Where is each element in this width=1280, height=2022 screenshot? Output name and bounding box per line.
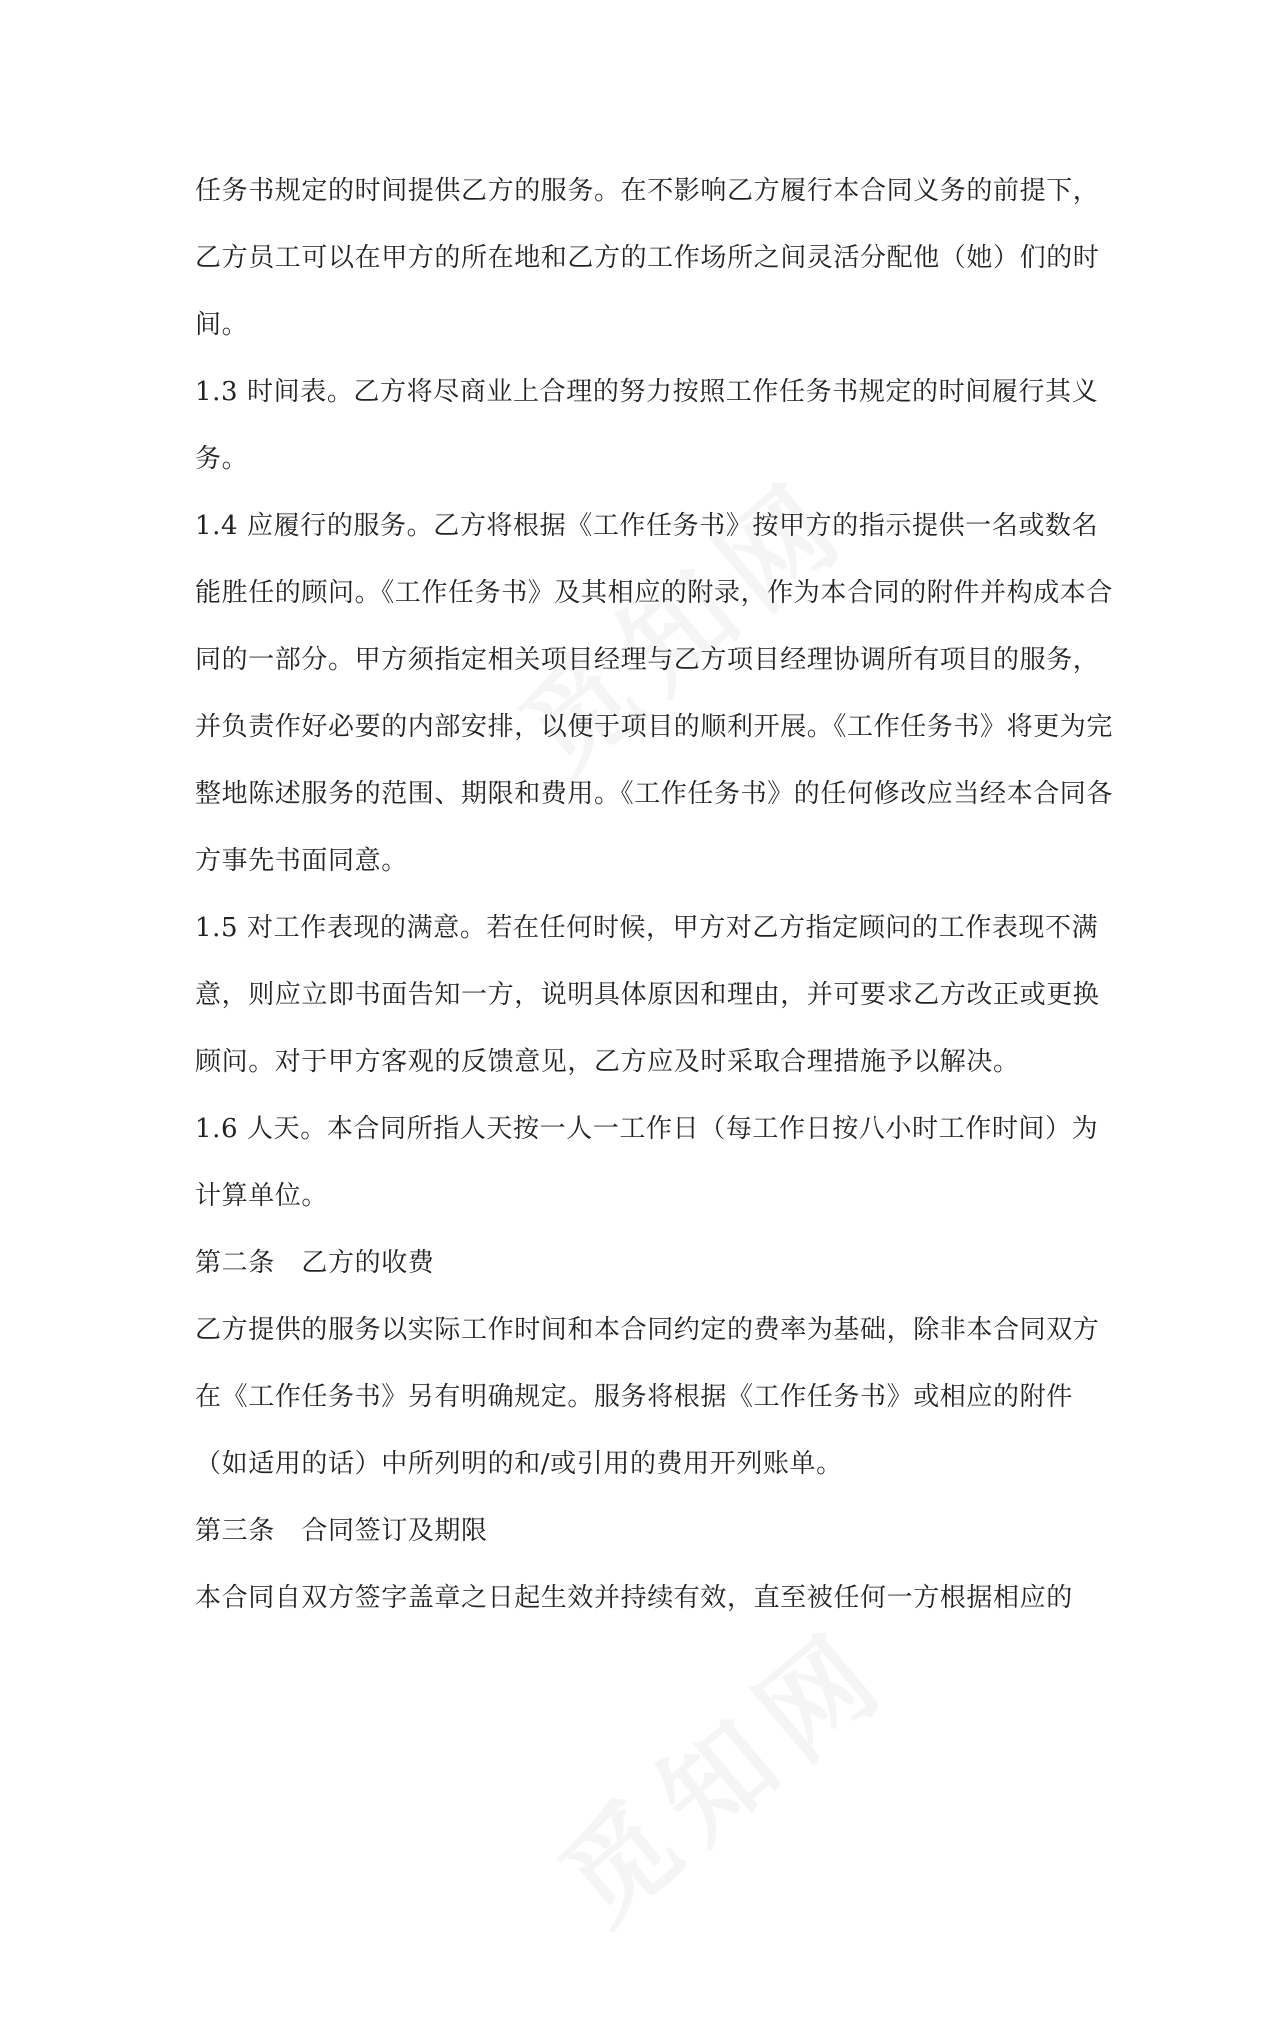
article-3-heading: 第三条 合同签订及期限: [195, 1516, 488, 1546]
body-line: 方事先书面同意。: [195, 846, 408, 876]
body-line: 能胜任的顾问。《工作任务书》及其相应的附录，作为本合同的附件并构成本合: [195, 578, 1114, 608]
body-line: 间。: [195, 310, 249, 340]
article-2-heading: 第二条 乙方的收费: [195, 1248, 435, 1278]
body-line: 乙方提供的服务以实际工作时间和本合同约定的费率为基础，除非本合同双方: [195, 1315, 1100, 1345]
body-line: 同的一部分。甲方须指定相关项目经理与乙方项目经理协调所有项目的服务，: [195, 645, 1100, 675]
body-line: （如适用的话）中所列明的和/或引用的费用开列账单。: [195, 1449, 843, 1479]
body-line: 整地陈述服务的范围、期限和费用。《工作任务书》的任何修改应当经本合同各: [195, 779, 1114, 809]
clause-1-4-line: 1.4 应履行的服务。乙方将根据《工作任务书》按甲方的指示提供一名或数名: [195, 511, 1099, 541]
body-line: 顾问。对于甲方客观的反馈意见，乙方应及时采取合理措施予以解决。: [195, 1047, 1020, 1077]
body-line: 乙方员工可以在甲方的所在地和乙方的工作场所之间灵活分配他（她）们的时: [195, 243, 1100, 273]
body-line: 本合同自双方签字盖章之日起生效并持续有效，直至被任何一方根据相应的: [195, 1583, 1073, 1613]
body-line: 意，则应立即书面告知一方，说明具体原因和理由，并可要求乙方改正或更换: [195, 980, 1100, 1010]
clause-1-3-line: 1.3 时间表。乙方将尽商业上合理的努力按照工作任务书规定的时间履行其义: [195, 377, 1099, 407]
body-line: 任务书规定的时间提供乙方的服务。在不影响乙方履行本合同义务的前提下，: [195, 176, 1100, 206]
body-line: 并负责作好必要的内部安排，以便于项目的顺利开展。《工作任务书》将更为完: [195, 712, 1114, 742]
clause-1-5-line: 1.5 对工作表现的满意。若在任何时候，甲方对乙方指定顾问的工作表现不满: [195, 913, 1099, 943]
body-line: 务。: [195, 444, 249, 474]
body-line: 计算单位。: [195, 1181, 329, 1211]
document-body: [195, 168, 1114, 1642]
body-line: 在《工作任务书》另有明确规定。服务将根据《工作任务书》或相应的附件: [195, 1382, 1073, 1412]
clause-1-6-line: 1.6 人天。本合同所指人天按一人一工作日（每工作日按八小时工作时间）为: [195, 1114, 1099, 1144]
